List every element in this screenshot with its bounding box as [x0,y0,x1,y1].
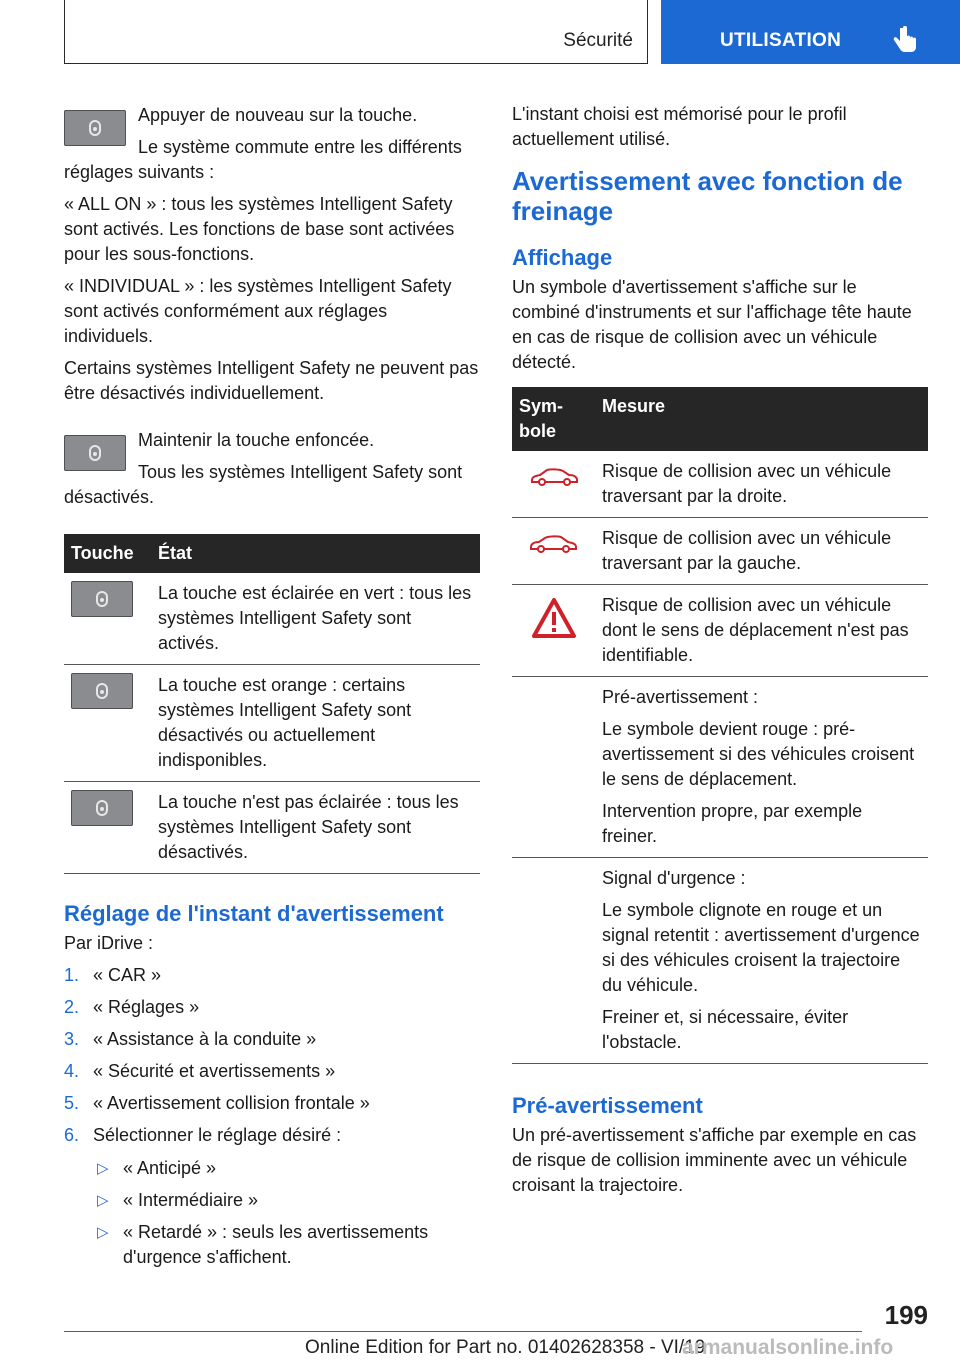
subsection-heading: Pré-avertissement [512,1093,703,1118]
sub-list-item: ▷ « Intermédiaire » [93,1188,480,1213]
intelligent-safety-button-icon [71,790,133,826]
footer-watermark: armanualsonline.info [682,1336,894,1359]
table-row [64,665,480,782]
triangle-bullet-icon: ▷ [97,1224,109,1241]
symbol-table [512,387,928,1064]
paragraph-all-on: « ALL ON » : tous les systèmes Intelligent Safety sont activés. Les fonctions de base sont activées pour les sous-fonctions. [64,194,455,264]
page-number: 199 [884,1300,928,1330]
sub-list-item: ▷ « Retardé » : seuls les avertissements d'urgence s'affichent. [97,1222,429,1267]
triangle-bullet-icon: ▷ [97,1192,109,1209]
header-chapter-title: UTILISATION [720,30,842,51]
intelligent-safety-button-icon [64,435,126,471]
table-cell: Signal d'urgence : Le symbole clignote en rouge et un signal retentit : avertissement d'urgence si des véhicules croisent la trajectoire du véhicule. Freiner et, si nécessaire, éviter l'obstacle. [595,858,928,1064]
paragraph-note: Certains systèmes Intelligent Safety ne peuvent pas être désactivés individuellement. [64,358,479,403]
table-row [64,782,480,874]
table-row [512,451,928,518]
list-item: 3. « Assistance à la conduite » [64,1029,317,1049]
footer-rule [64,1331,862,1332]
button-state-table [64,534,480,874]
instruction-text: Appuyer de nouveau sur la touche. [138,105,418,125]
instruction-text: Maintenir la touche enfoncée. [138,430,375,450]
steps-list [64,963,480,1270]
table-row [64,573,480,665]
list-item: 2. « Réglages » [64,997,200,1017]
table-cell: Pré-avertissement : Le symbole devient rouge : pré-avertissement si des véhicules croisent le sens de déplacement. Intervention propre, par exemple freiner. [595,677,928,858]
header-section-box [64,0,648,64]
list-item: 6. Sélectionner le réglage désiré : ▷ « Anticipé » ▷ « Intermédiaire » ▷ « Retardé » : seuls les avertissements d'urgence s'affichent. [64,1123,480,1270]
instruction-hold [64,428,480,510]
instruction-text: Le système commute entre les différents réglages suivants : [64,137,462,182]
table-row [512,518,928,585]
table-cell: La touche est orange : certains systèmes Intelligent Safety sont désactivés ou actuellement indisponibles. [151,665,480,782]
table-cell: La touche est éclairée en vert : tous les systèmes Intelligent Safety sont activés. [151,573,480,665]
car-crossing-left-icon [529,532,579,554]
instruction-text: Tous les systèmes Intelligent Safety sont désactivés. [64,462,463,507]
table-row [512,585,928,677]
right-column [512,102,928,1205]
sub-list-item: ▷ « Anticipé » [93,1156,480,1181]
instruction-press-again [64,103,480,185]
table-row [512,858,928,1064]
table-header: Touche [64,534,151,573]
paragraph-profile: L'instant choisi est mémorisé pour le profil actuellement utilisé. [512,104,847,149]
table-header: Mesure [595,387,928,451]
section-heading: Avertissement avec fonction de freinage [512,166,903,226]
paragraph-prewarning: Un pré-avertissement s'affiche par exemple en cas de risque de collision imminente avec un véhicule croisant la trajectoire. [512,1125,917,1195]
idrive-intro: Par iDrive : [64,933,154,953]
table-row [512,677,928,858]
triangle-bullet-icon: ▷ [97,1160,109,1177]
car-crossing-right-icon [529,465,579,487]
paragraph-display: Un symbole d'avertissement s'affiche sur le combiné d'instruments et sur l'affichage tête haute en cas de risque de collision avec un véhicule détecté. [512,277,912,372]
sub-options-list [93,1156,480,1270]
table-header: État [151,534,480,573]
footer-edition: Online Edition for Part no. 01402628358 - VI/19 [305,1337,706,1358]
subsection-heading: Affichage [512,245,613,270]
intelligent-safety-button-icon [71,673,133,709]
left-column [64,102,480,1277]
table-cell: Risque de collision avec un véhicule dont le sens de déplacement n'est pas identifiable. [595,585,928,677]
list-item: 1. « CAR » [64,965,162,985]
intelligent-safety-button-icon [64,110,126,146]
list-item: 5. « Avertissement collision frontale » [64,1093,370,1113]
header-section-title: Sécurité [563,30,633,51]
header-chapter-tab [661,0,960,64]
table-cell: La touche n'est pas éclairée : tous les systèmes Intelligent Safety sont désactivés. [151,782,480,874]
section-heading: Réglage de l'instant d'avertissement [64,901,444,926]
intelligent-safety-button-icon [71,581,133,617]
table-cell: Risque de collision avec un véhicule traversant par la droite. [595,451,928,518]
warning-triangle-icon [531,597,577,639]
paragraph-individual: « INDIVIDUAL » : les systèmes Intelligent Safety sont activés conformément aux réglages individuels. [64,276,452,346]
table-cell: Risque de collision avec un véhicule traversant par la gauche. [595,518,928,585]
list-item: 4. « Sécurité et avertissements » [64,1061,336,1081]
table-header: Sym-bole [512,387,595,451]
hand-pointer-icon [893,26,919,54]
